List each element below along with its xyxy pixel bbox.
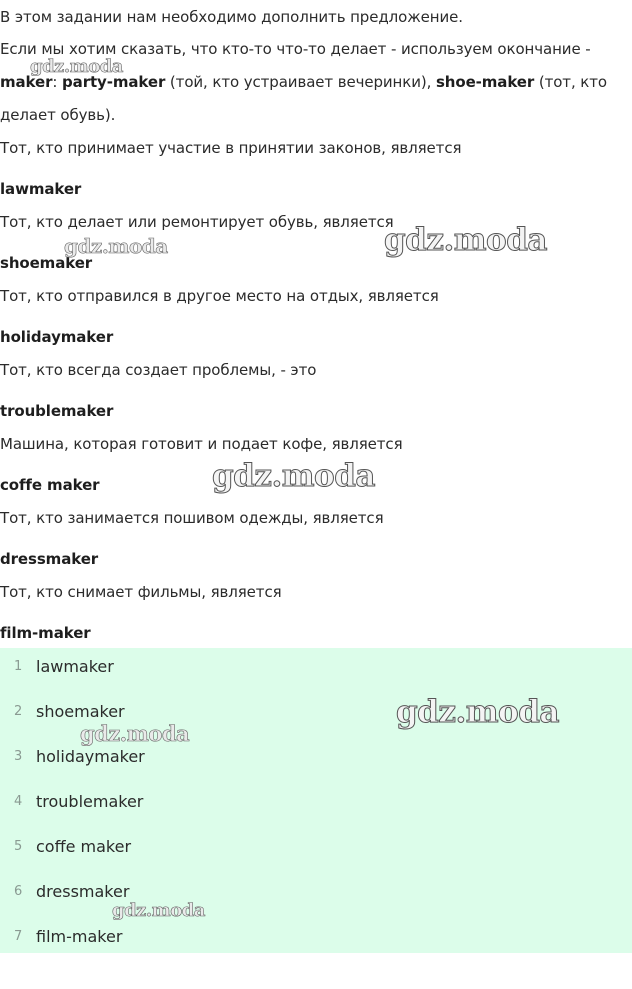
answer-4: troublemaker [0,402,114,420]
list-item [0,836,632,858]
list-item-text: lawmaker [36,657,114,676]
question-4: Тот, кто всегда создает проблемы, - это [0,361,317,379]
list-item-number: 5 [14,839,23,854]
list-item-number: 7 [14,929,23,944]
example-shoe-desc: (тот, кто [534,73,607,91]
list-item [0,881,632,903]
list-item-number: 4 [14,794,23,809]
watermark: gdz.moda [384,222,547,258]
list-item [0,926,632,948]
list-item-number: 6 [14,884,23,899]
watermark: gdz.moda [80,721,190,746]
question-5: Машина, которая готовит и подает кофе, является [0,435,403,453]
colon: : [52,73,63,91]
list-item-text: shoemaker [36,702,125,721]
question-2: Тот, кто делает или ремонтирует обувь, является [0,213,394,231]
answer-2: shoemaker [0,254,93,272]
watermark: gdz.moda [112,900,205,921]
answer-6: dressmaker [0,550,99,568]
example-party-maker: party-maker [62,73,166,91]
answer-5: coffe maker [0,476,100,494]
list-item-text: film-maker [36,927,123,946]
example-shoe-maker: shoe-maker [435,73,535,91]
list-item [0,791,632,813]
question-3: Тот, кто отправился в другое место на отдых, является [0,287,439,305]
watermark: gdz.moda [212,458,375,494]
list-item-text: holidaymaker [36,747,145,766]
intro-text: В этом задании нам необходимо дополнить предложение. [0,8,463,26]
answer-3: holidaymaker [0,328,114,346]
question-1: Тот, кто принимает участие в принятии законов, является [0,139,462,157]
intro-examples-cont: делает обувь). [0,106,116,124]
watermark: gdz.moda [396,694,559,730]
answer-7: film-maker [0,624,91,642]
suffix-maker: maker [0,73,53,91]
list-item-number: 1 [14,659,23,674]
watermark: gdz.moda [64,234,168,258]
list-item-text: dressmaker [36,882,130,901]
rule-text: Если мы хотим сказать, что кто-то что-то делает - используем окончание - [0,40,591,58]
list-item-text: troublemaker [36,792,144,811]
question-7: Тот, кто снимает фильмы, является [0,583,282,601]
answer-1: lawmaker [0,180,82,198]
example-party-desc: (той, кто устраивает вечеринки), [165,73,436,91]
list-item [0,746,632,768]
watermark: gdz.moda [30,56,123,77]
list-item-number: 2 [14,704,23,719]
question-6: Тот, кто занимается пошивом одежды, является [0,509,384,527]
list-item [0,656,632,678]
list-item-text: coffe maker [36,837,132,856]
list-item-number: 3 [14,749,23,764]
